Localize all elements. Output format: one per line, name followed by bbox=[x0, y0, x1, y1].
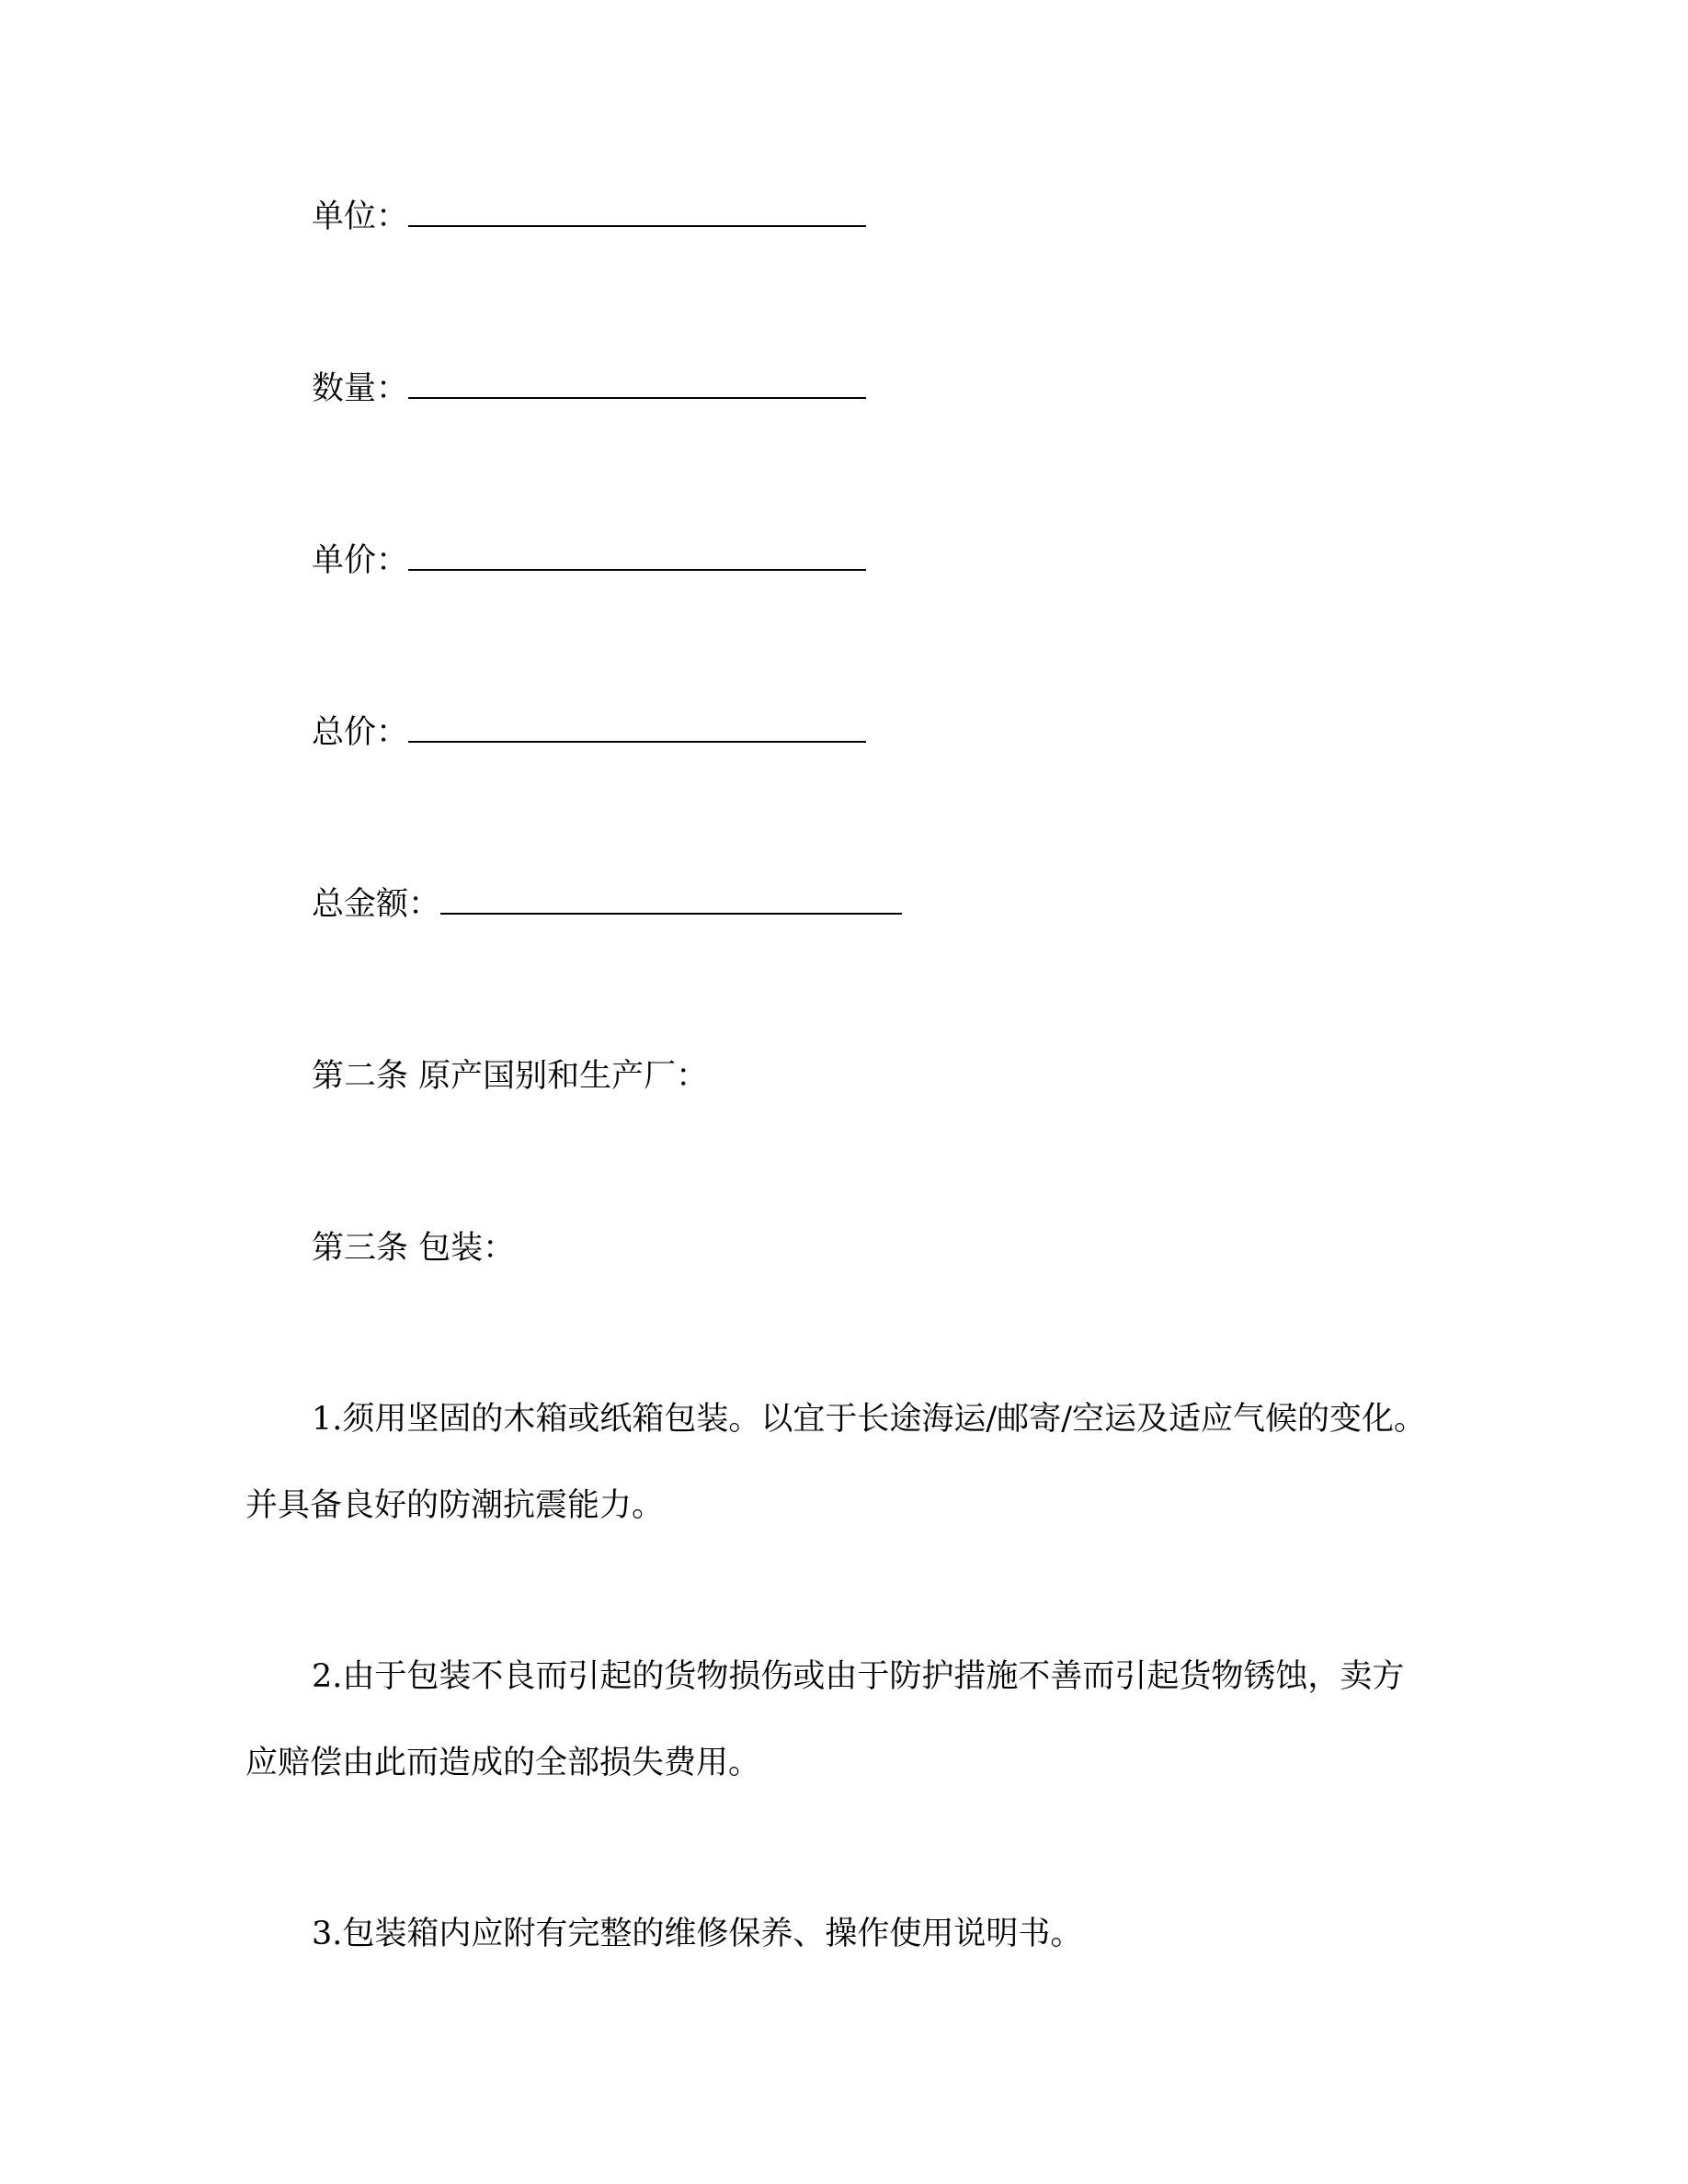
field-quantity bbox=[312, 369, 866, 409]
field-unit-label: 单位： bbox=[312, 199, 409, 235]
field-unit bbox=[312, 197, 866, 237]
article-3-heading: 第三条 包装： bbox=[312, 1230, 516, 1267]
clause-1-line-2: 并具备良好的防潮抗震能力。 bbox=[245, 1487, 665, 1524]
clause-3-line-1: 3.包装箱内应附有完整的维修保养、操作使用说明书。 bbox=[312, 1916, 1083, 1952]
clause-2-line-2: 应赔偿由此而造成的全部损失费用。 bbox=[245, 1745, 761, 1781]
field-unit-price-label: 单价： bbox=[312, 542, 409, 579]
clause-1-line-1: 1.须用坚固的木箱或纸箱包装。以宜于长途海运/邮寄/空运及适应气候的变化。 bbox=[312, 1401, 1426, 1438]
article-2-heading: 第二条 原产国别和生产厂： bbox=[312, 1058, 709, 1095]
field-unit-price-blank bbox=[408, 541, 866, 571]
clause-2-line-1: 2.由于包装不良而引起的货物损伤或由于防护措施不善而引起货物锈蚀，卖方 bbox=[312, 1658, 1405, 1695]
field-total-price-label: 总价： bbox=[312, 714, 409, 751]
field-total-amount-label: 总金额： bbox=[312, 886, 441, 923]
field-unit-blank bbox=[408, 198, 866, 227]
field-total-amount-blank bbox=[440, 885, 902, 915]
field-total-price-blank bbox=[408, 713, 866, 743]
field-quantity-blank bbox=[408, 370, 866, 399]
field-total-price bbox=[312, 712, 866, 753]
field-quantity-label: 数量： bbox=[312, 370, 409, 407]
field-total-amount bbox=[312, 884, 902, 925]
field-unit-price bbox=[312, 540, 866, 581]
